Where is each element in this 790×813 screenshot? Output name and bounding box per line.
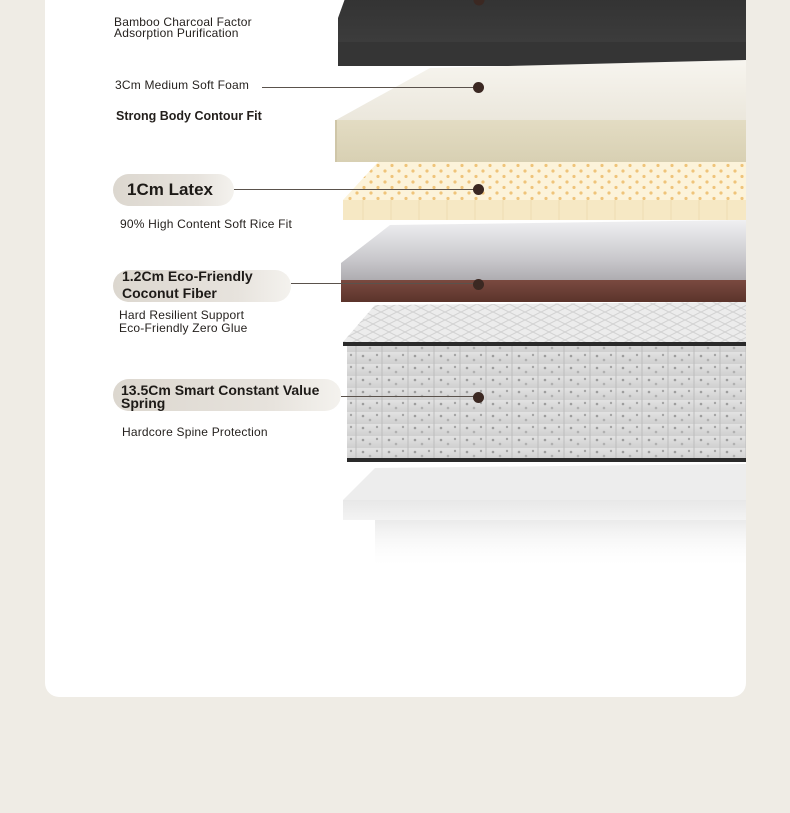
latex-leader-dot	[473, 184, 484, 195]
spring-layer-title-line2: Spring	[121, 395, 166, 411]
coconut-leader-dot	[473, 279, 484, 290]
foam-layer-title: 3Cm Medium Soft Foam	[115, 78, 250, 92]
spring-leader-dot	[473, 392, 484, 403]
charcoal-layer	[338, 0, 746, 66]
coconut-leader-line	[291, 283, 474, 284]
latex-leader-line	[234, 189, 474, 190]
foam-layer-desc: Strong Body Contour Fit	[116, 109, 262, 123]
spring-layer	[343, 302, 746, 462]
base-layer	[343, 464, 746, 570]
mattress-layers-illustration	[45, 0, 746, 697]
foam-layer	[336, 60, 746, 162]
coconut-fiber-layer	[341, 220, 746, 302]
coconut-layer-desc-line2: Eco-Friendly Zero Glue	[119, 321, 248, 335]
latex-layer	[343, 162, 746, 220]
charcoal-layer-desc-line2: Adsorption Purification	[114, 26, 239, 40]
coconut-layer-title-line1: 1.2Cm Eco-Friendly	[122, 268, 253, 284]
latex-layer-desc: 90% High Content Soft Rice Fit	[120, 217, 293, 231]
foam-leader-line	[262, 87, 474, 88]
product-card	[45, 0, 746, 697]
spring-leader-line	[341, 396, 474, 397]
coconut-layer-title-line2: Coconut Fiber	[122, 285, 217, 301]
latex-layer-title: 1Cm Latex	[127, 180, 213, 199]
charcoal-layer-desc-line1: Bamboo Charcoal Factor	[114, 15, 252, 29]
spring-layer-title-line1: 13.5Cm Smart Constant Value	[121, 382, 320, 398]
coconut-layer-desc-line1: Hard Resilient Support	[119, 308, 245, 322]
foam-leader-dot	[473, 82, 484, 93]
spring-layer-desc: Hardcore Spine Protection	[122, 425, 268, 439]
mattress-layer-stack	[45, 0, 746, 697]
